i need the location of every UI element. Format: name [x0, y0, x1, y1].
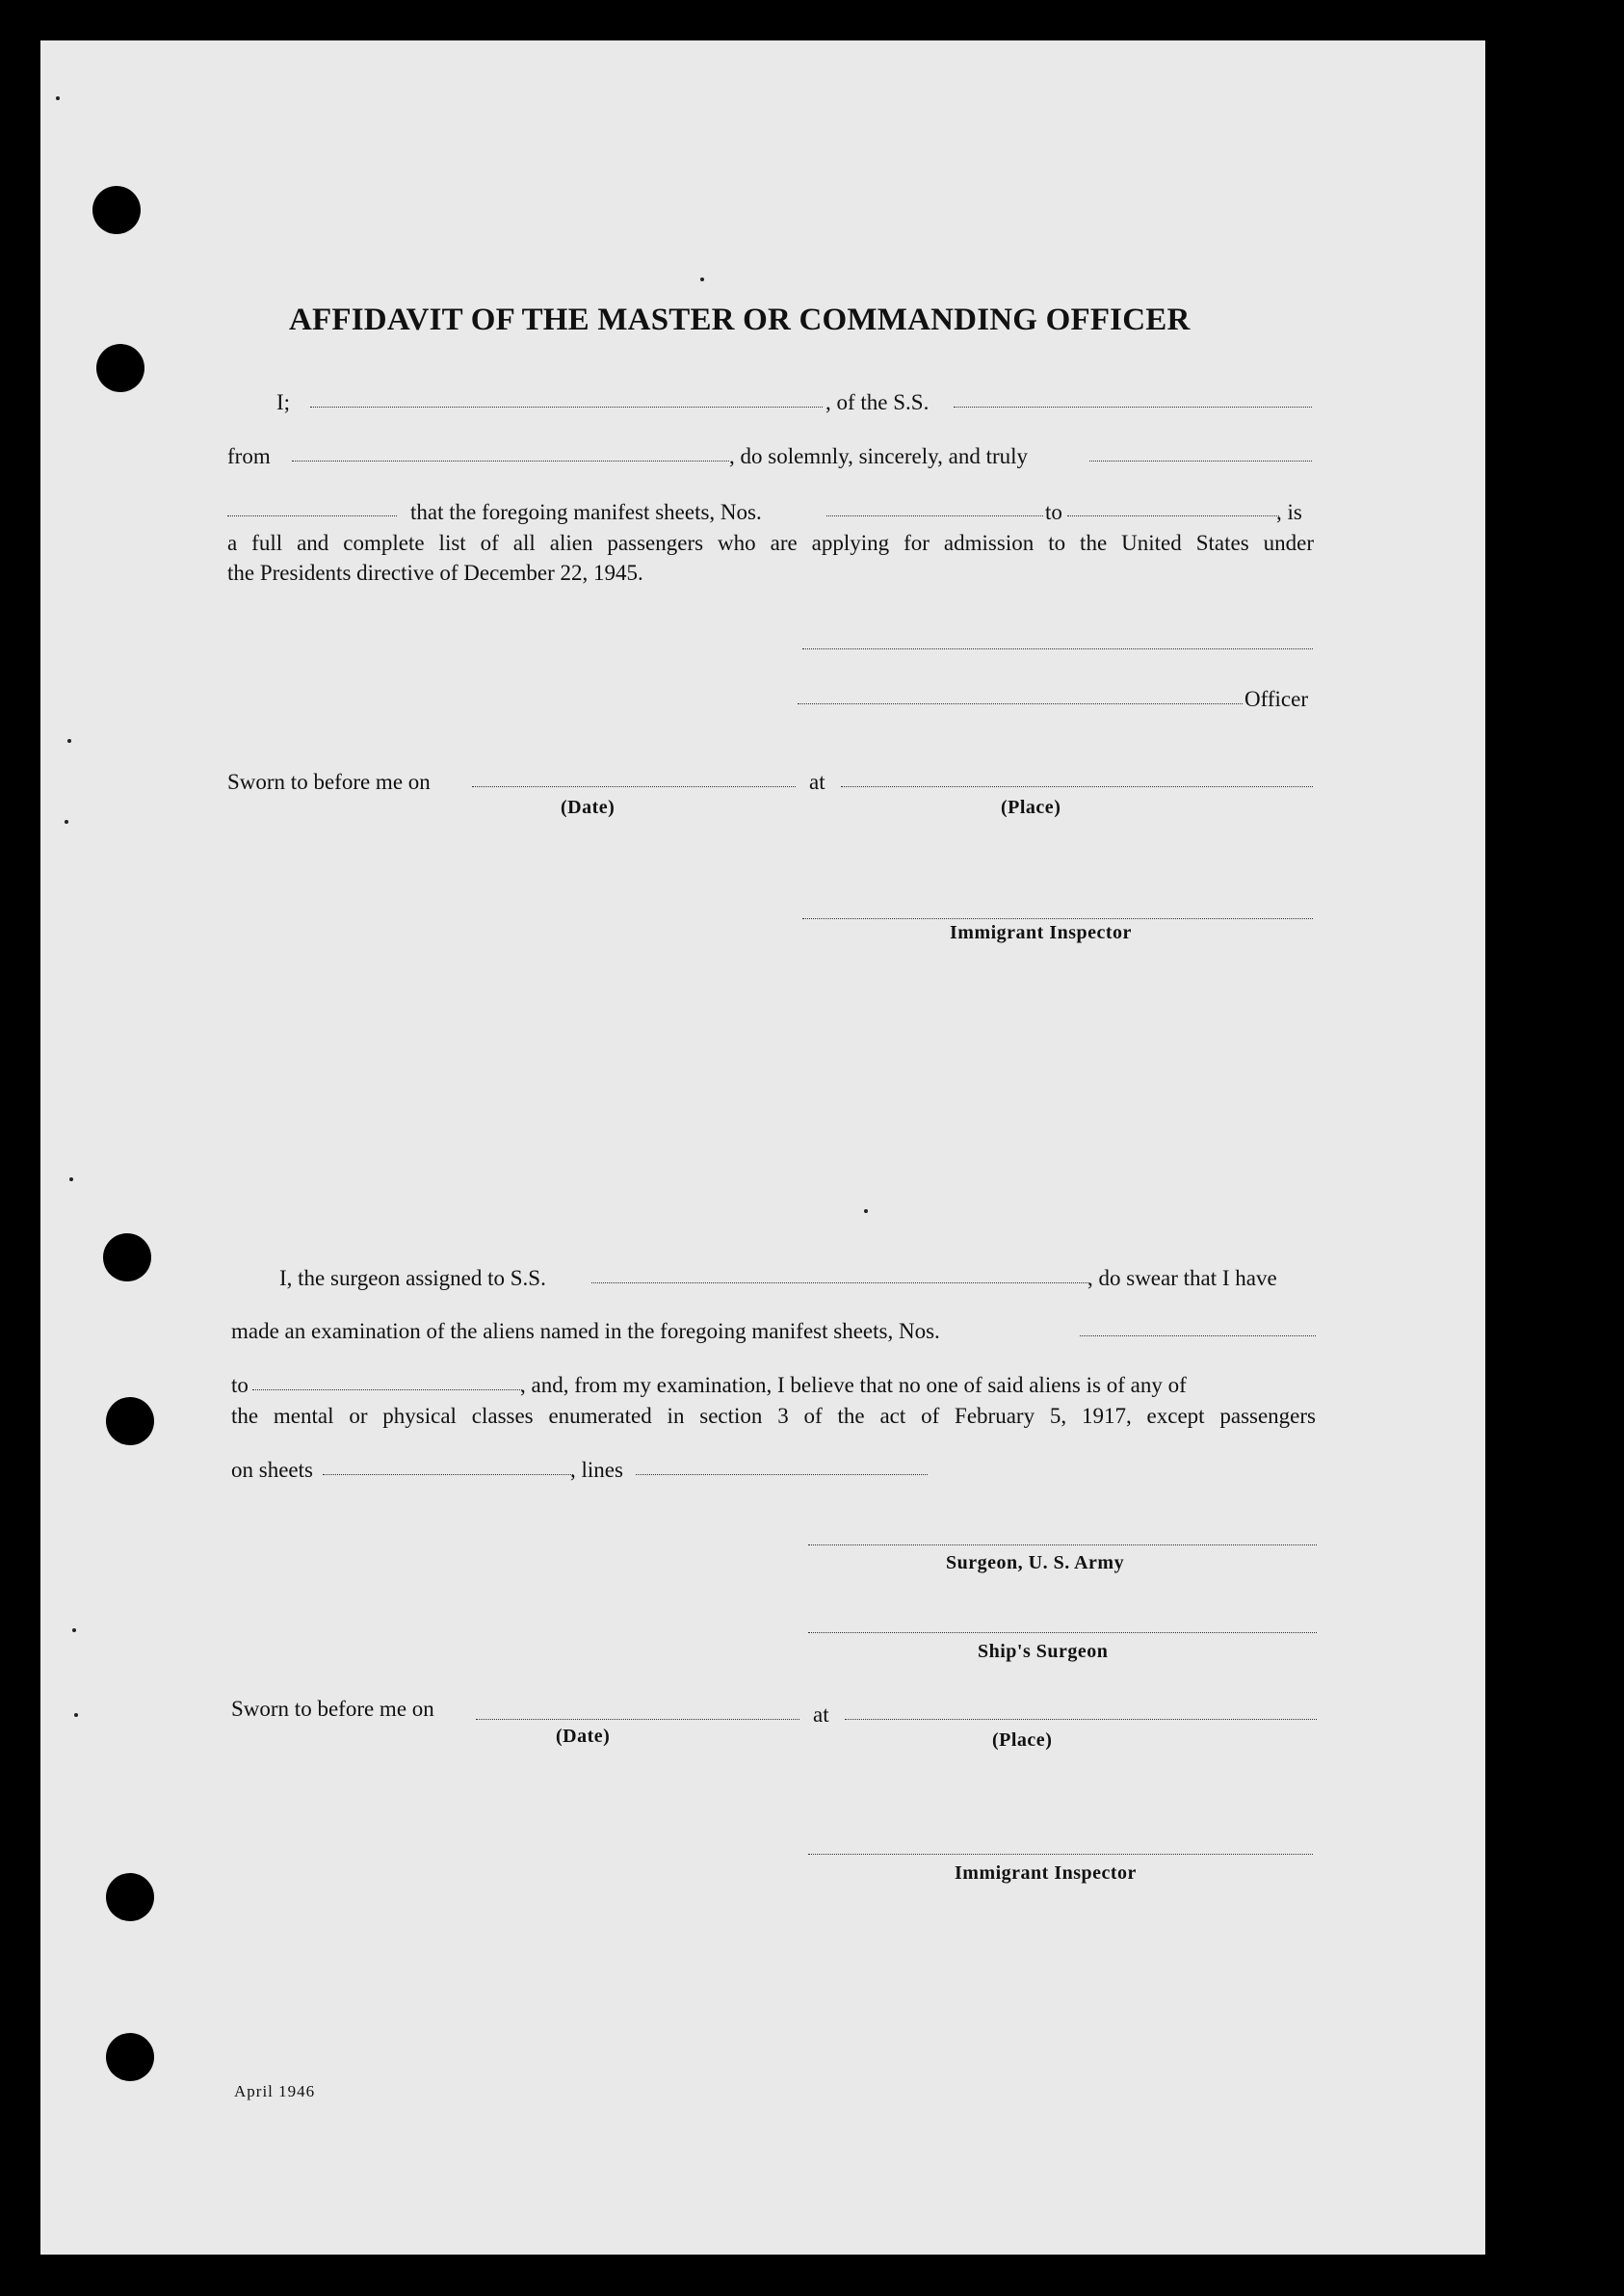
- on-sheets-label: on sheets: [231, 1458, 313, 1482]
- swear-text: , do swear that I have: [1087, 1266, 1277, 1290]
- classes-text: the mental or physical classes enumerated in section 3 of the act of February 5, 1917, except passengers: [231, 1404, 1316, 1428]
- to-label: to: [1045, 500, 1062, 524]
- army-surgeon-caption: Surgeon, U. S. Army: [946, 1552, 1125, 1573]
- from-label: from: [227, 444, 271, 468]
- officer-label: Officer: [1244, 687, 1308, 711]
- at-label: at: [809, 770, 825, 794]
- lines-label: , lines: [570, 1458, 623, 1482]
- speck: [74, 1713, 78, 1717]
- punch-hole: [106, 1397, 154, 1445]
- speck: [864, 1209, 868, 1213]
- punch-hole: [96, 344, 144, 392]
- speck: [65, 820, 68, 824]
- ship-surgeon-caption: Ship's Surgeon: [978, 1641, 1109, 1662]
- at-label-2: at: [813, 1702, 829, 1727]
- speck: [67, 739, 71, 743]
- sheet-to-field[interactable]: [1067, 515, 1279, 516]
- army-surgeon-signature-line[interactable]: [808, 1544, 1317, 1545]
- place-caption: (Place): [1001, 797, 1061, 818]
- solemnly-text: , do solemnly, sincerely, and truly: [729, 444, 1029, 468]
- inspector-caption: Immigrant Inspector: [950, 922, 1132, 943]
- sworn-place-field-2[interactable]: [845, 1719, 1317, 1720]
- except-lines-field[interactable]: [636, 1474, 928, 1475]
- exam-sheet-to-field[interactable]: [252, 1389, 522, 1390]
- statement-line-4: a full and complete list of all alien passengers who are applying for admission to the United States under: [227, 531, 1314, 555]
- examination-text: made an examination of the aliens named in the foregoing manifest sheets, Nos.: [231, 1319, 940, 1343]
- manifest-sheets-text: that the foregoing manifest sheets, Nos.: [410, 500, 762, 524]
- statement-line-5: the Presidents directive of December 22, 1945.: [227, 561, 643, 585]
- speck: [700, 277, 704, 281]
- oath-type-field[interactable]: [1089, 461, 1312, 462]
- inspector-signature-line-2[interactable]: [808, 1854, 1313, 1855]
- inspector-signature-line[interactable]: [802, 918, 1313, 919]
- surgeon-line-start: I, the surgeon assigned to S.S.: [279, 1266, 546, 1290]
- date-caption-2: (Date): [556, 1726, 611, 1747]
- port-from-field[interactable]: [292, 461, 729, 462]
- sworn-label: Sworn to before me on: [227, 770, 431, 794]
- form-title: AFFIDAVIT OF THE MASTER OR COMMANDING OFFICER: [289, 303, 1191, 337]
- of-ship-label: , of the S.S.: [825, 390, 930, 414]
- ship-name-field[interactable]: [954, 407, 1312, 408]
- sworn-date-field-2[interactable]: [476, 1719, 799, 1720]
- exam-sheet-field[interactable]: [1080, 1335, 1316, 1336]
- form-date: April 1946: [234, 2082, 316, 2100]
- form-page: [40, 40, 1485, 2255]
- inspector-caption-2: Immigrant Inspector: [955, 1862, 1137, 1884]
- punch-hole: [106, 1873, 154, 1921]
- surgeon-ship-field[interactable]: [591, 1282, 1089, 1283]
- ship-surgeon-signature-line[interactable]: [808, 1632, 1317, 1633]
- oath-verb-field[interactable]: [227, 515, 397, 516]
- punch-hole: [103, 1233, 151, 1281]
- sworn-date-field[interactable]: [472, 786, 796, 787]
- place-caption-2: (Place): [992, 1729, 1053, 1751]
- speck: [69, 1177, 73, 1181]
- belief-text: , and, from my examination, I believe that no one of said aliens is of any of: [520, 1373, 1187, 1397]
- signature-line-1[interactable]: [802, 648, 1313, 649]
- punch-hole: [106, 2033, 154, 2081]
- sworn-label-2: Sworn to before me on: [231, 1697, 434, 1721]
- speck: [56, 96, 60, 100]
- except-sheets-field[interactable]: [323, 1474, 573, 1475]
- is-text: , is: [1276, 500, 1302, 524]
- speck: [72, 1628, 76, 1632]
- date-caption: (Date): [561, 797, 616, 818]
- punch-hole: [92, 186, 141, 234]
- sworn-place-field[interactable]: [841, 786, 1313, 787]
- master-name-field[interactable]: [310, 407, 823, 408]
- sheet-from-field[interactable]: [826, 515, 1043, 516]
- officer-signature-line[interactable]: [798, 703, 1243, 704]
- to-label-2: to: [231, 1373, 249, 1397]
- affiant-prefix: I;: [276, 390, 291, 414]
